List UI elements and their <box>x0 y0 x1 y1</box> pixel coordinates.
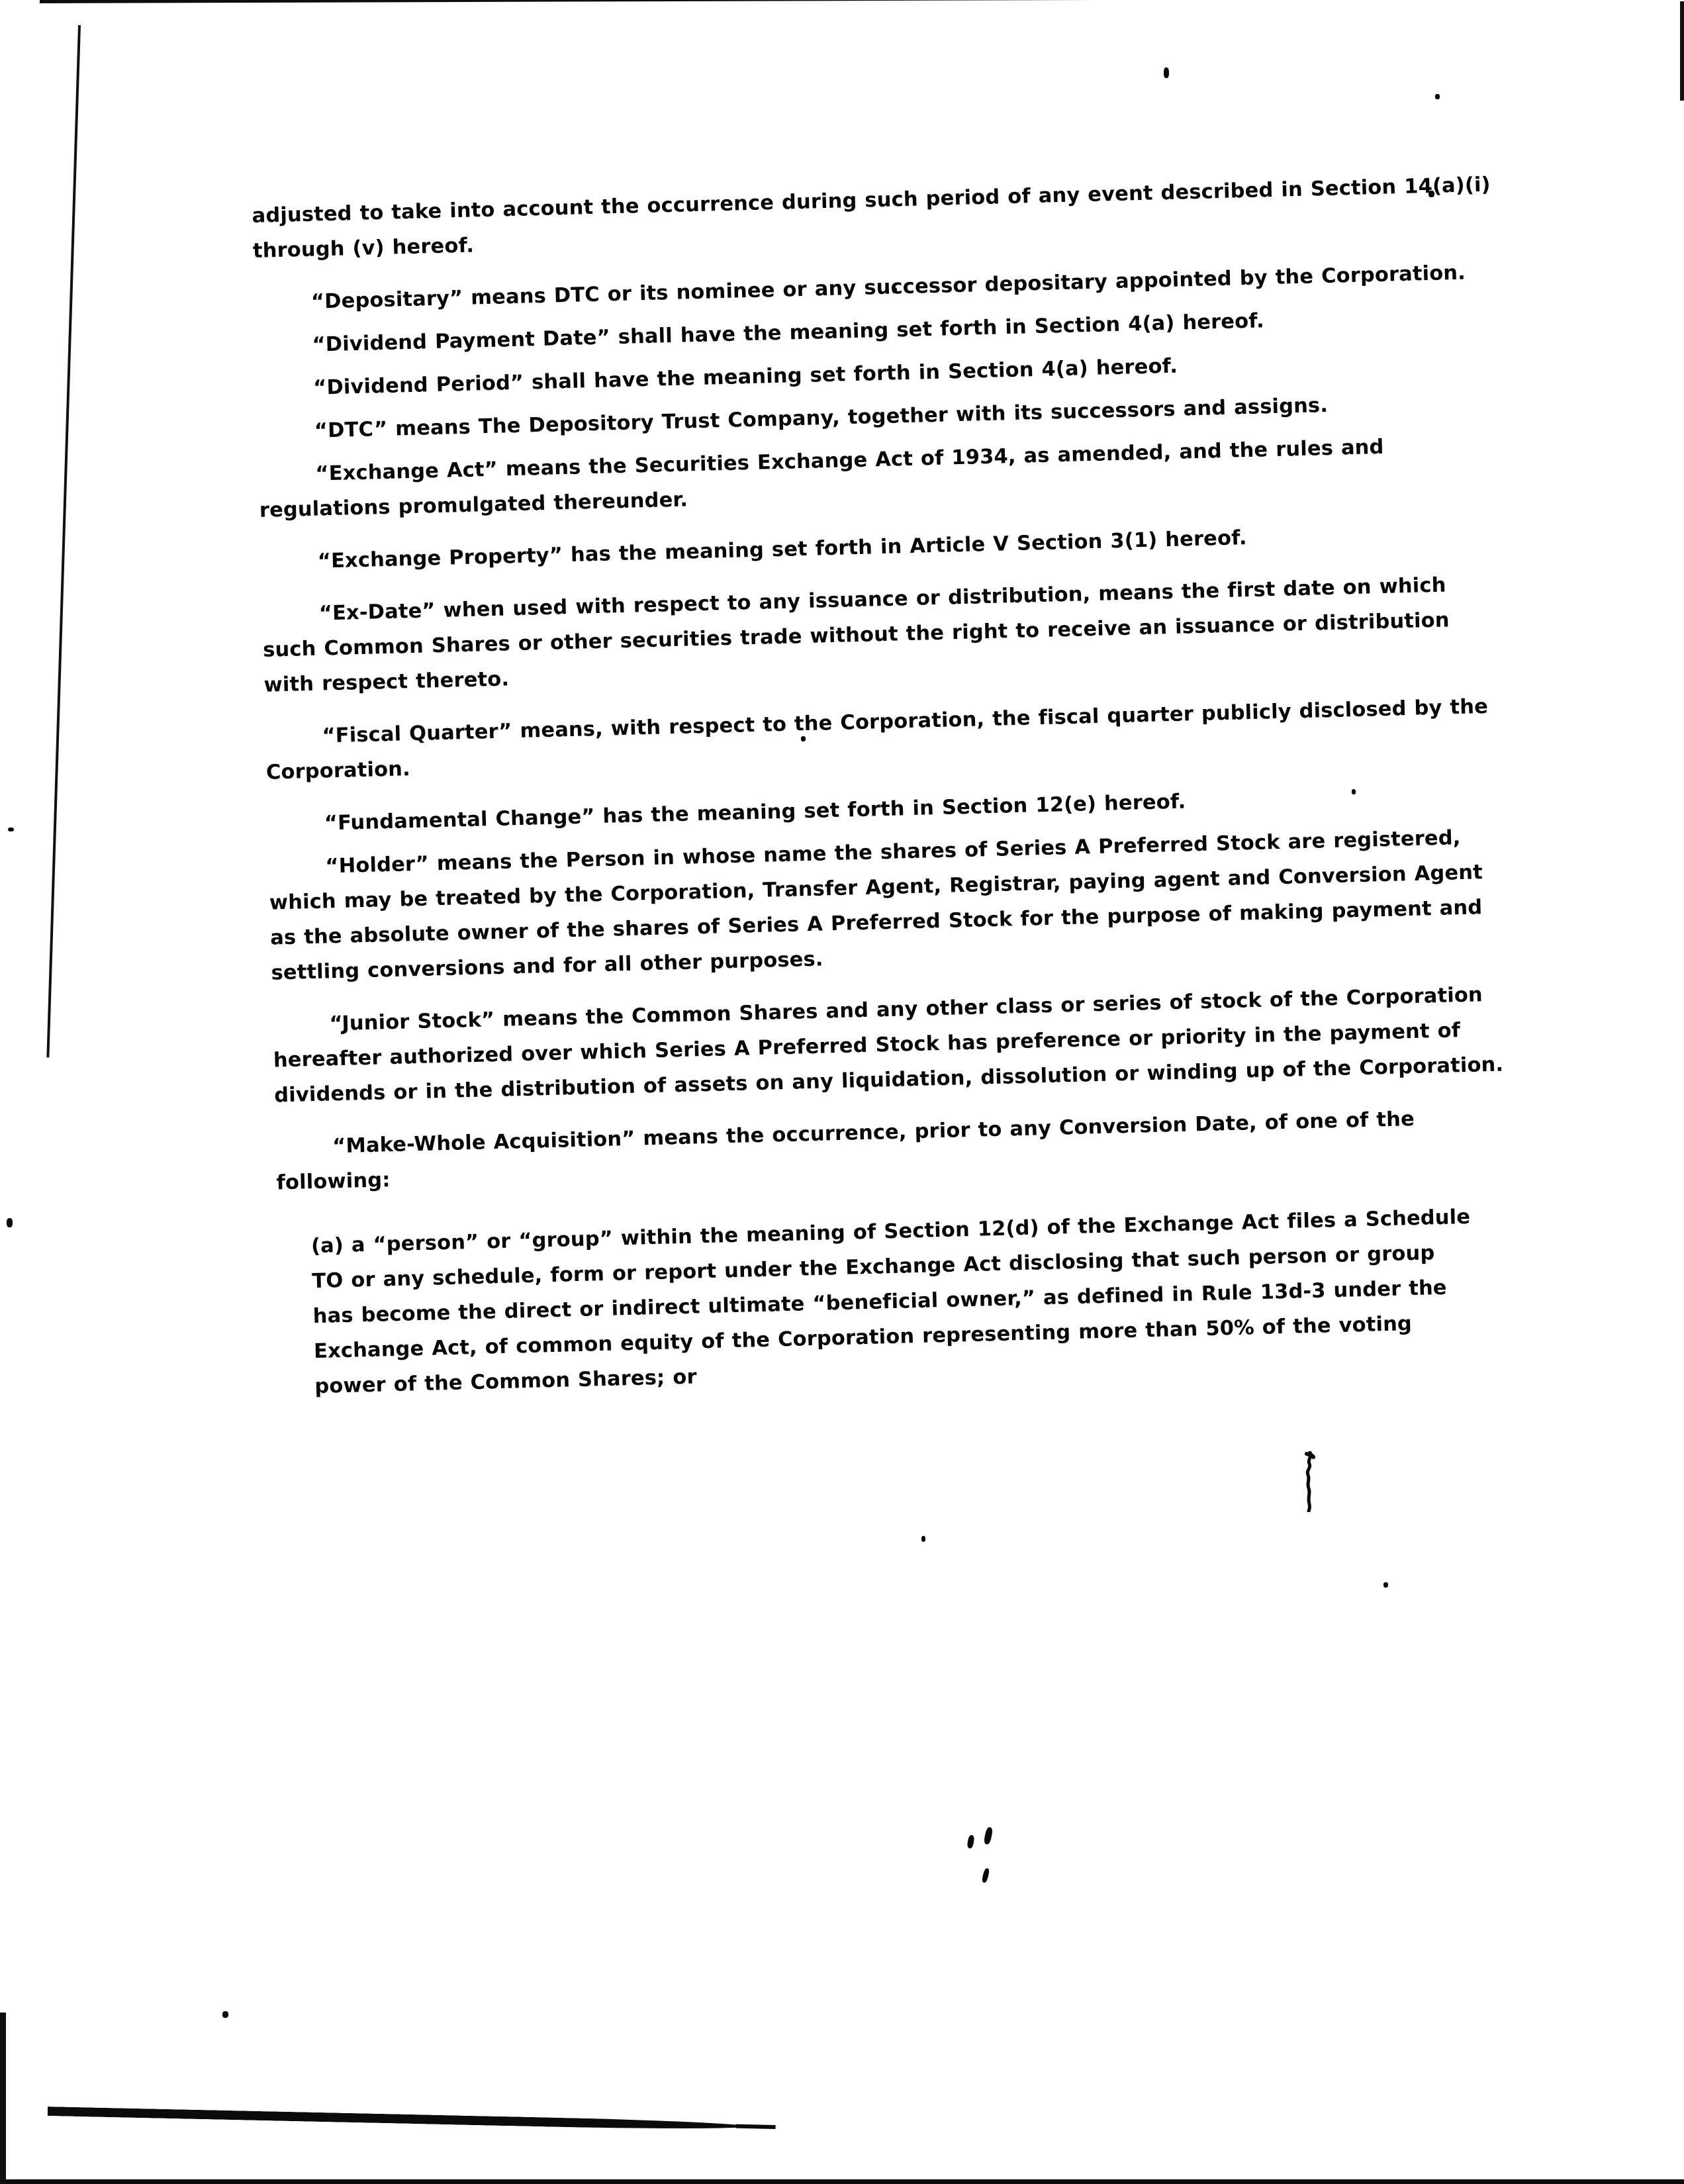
pen-tick-mark <box>983 1827 993 1845</box>
pen-squiggle-mark <box>1299 1451 1319 1512</box>
dust-speck <box>1164 68 1169 78</box>
bottom-underline-mark <box>48 2107 746 2131</box>
paragraph-ex-date: “Ex-Date” when used with respect to any issuance or distribution, means the first date on which such Common Shares or other securities trade without the right to receive an issuance or distribution with respect thereto. <box>262 573 1450 697</box>
scan-top-edge-band <box>40 0 1684 3</box>
paragraph-dividend-period: “Dividend Period” shall have the meaning set forth in Section 4(a) hereof. <box>312 354 1178 400</box>
scan-right-edge-band <box>1680 1 1684 101</box>
dust-speck <box>1435 94 1440 99</box>
dust-speck <box>8 828 14 831</box>
paragraph-make-whole-acquisition: “Make-Whole Acquisition” means the occurrence, prior to any Conversion Date, of one of the following: <box>276 1107 1415 1195</box>
paragraph-holder: “Holder” means the Person in whose name the shares of Series A Preferred Stock are registered, which may be treated by the Corporation, Transfer Agent, Registrar, paying agent and Conversion Agent as the absolute owner of the shares of Series A Preferred Stock for the purpose of making payment and settling conversions and for all other purposes. <box>269 826 1483 985</box>
scan-left-edge-bar-lower <box>0 2013 6 2184</box>
paragraph-junior-stock: “Junior Stock” means the Common Shares and any other class or series of stock of the Corporation hereafter authorized over which Series A Preferred Stock has preference or priority in the payment of dividends or in the distribution of assets on any liquidation, dissolution or winding up of the Corporation. <box>273 983 1504 1108</box>
dust-speck <box>7 1218 13 1227</box>
paragraph-exchange-act: “Exchange Act” means the Securities Exchange Act of 1934, as amended, and the rules and regulations promulgated thereunder. <box>259 435 1384 522</box>
dust-speck <box>921 1536 925 1542</box>
pen-tick-mark <box>966 1834 974 1848</box>
scan-left-binding-rule <box>46 25 81 1057</box>
paragraph-depositary: “Depositary” means DTC or its nominee or any successor depositary appointed by the Corporation. <box>310 261 1466 314</box>
document-text-body <box>252 167 1526 1405</box>
paragraph-continuation: adjusted to take into account the occurrence during such period of any event described in Section 14(a)(i) through (v) hereof. <box>252 173 1491 263</box>
paragraph-dividend-payment-date: “Dividend Payment Date” shall have the meaning set forth in Section 4(a) hereof. <box>312 309 1265 357</box>
paragraph-fundamental-change: “Fundamental Change” has the meaning set forth in Section 12(e) hereof. <box>324 790 1186 835</box>
pen-tick-mark <box>981 1868 990 1883</box>
paragraph-exchange-property: “Exchange Property” has the meaning set forth in Article V Section 3(1) hereof. <box>317 526 1248 573</box>
dust-speck <box>1383 1582 1388 1588</box>
paragraph-clause-a: (a) a “person” or “group” within the meaning of Section 12(d) of the Exchange Act files a Schedule TO or any schedule, form or report under the Exchange Act disclosing that such person or group has become the direct or indirect ultimate “beneficial owner,” as defined in Rule 13d-3 under the Exchange Act, of common equity of the Corporation representing more than 50% of the voting power of the Common Shares; or <box>310 1205 1471 1399</box>
paragraph-fiscal-quarter: “Fiscal Quarter” means, with respect to the Corporation, the fiscal quarter publicly disclosed by the Corporation. <box>265 694 1489 784</box>
dust-speck <box>222 2011 228 2018</box>
scan-bottom-edge-band <box>0 2179 1684 2184</box>
paragraph-dtc: “DTC” means The Depository Trust Company, together with its successors and assigns. <box>314 393 1329 443</box>
